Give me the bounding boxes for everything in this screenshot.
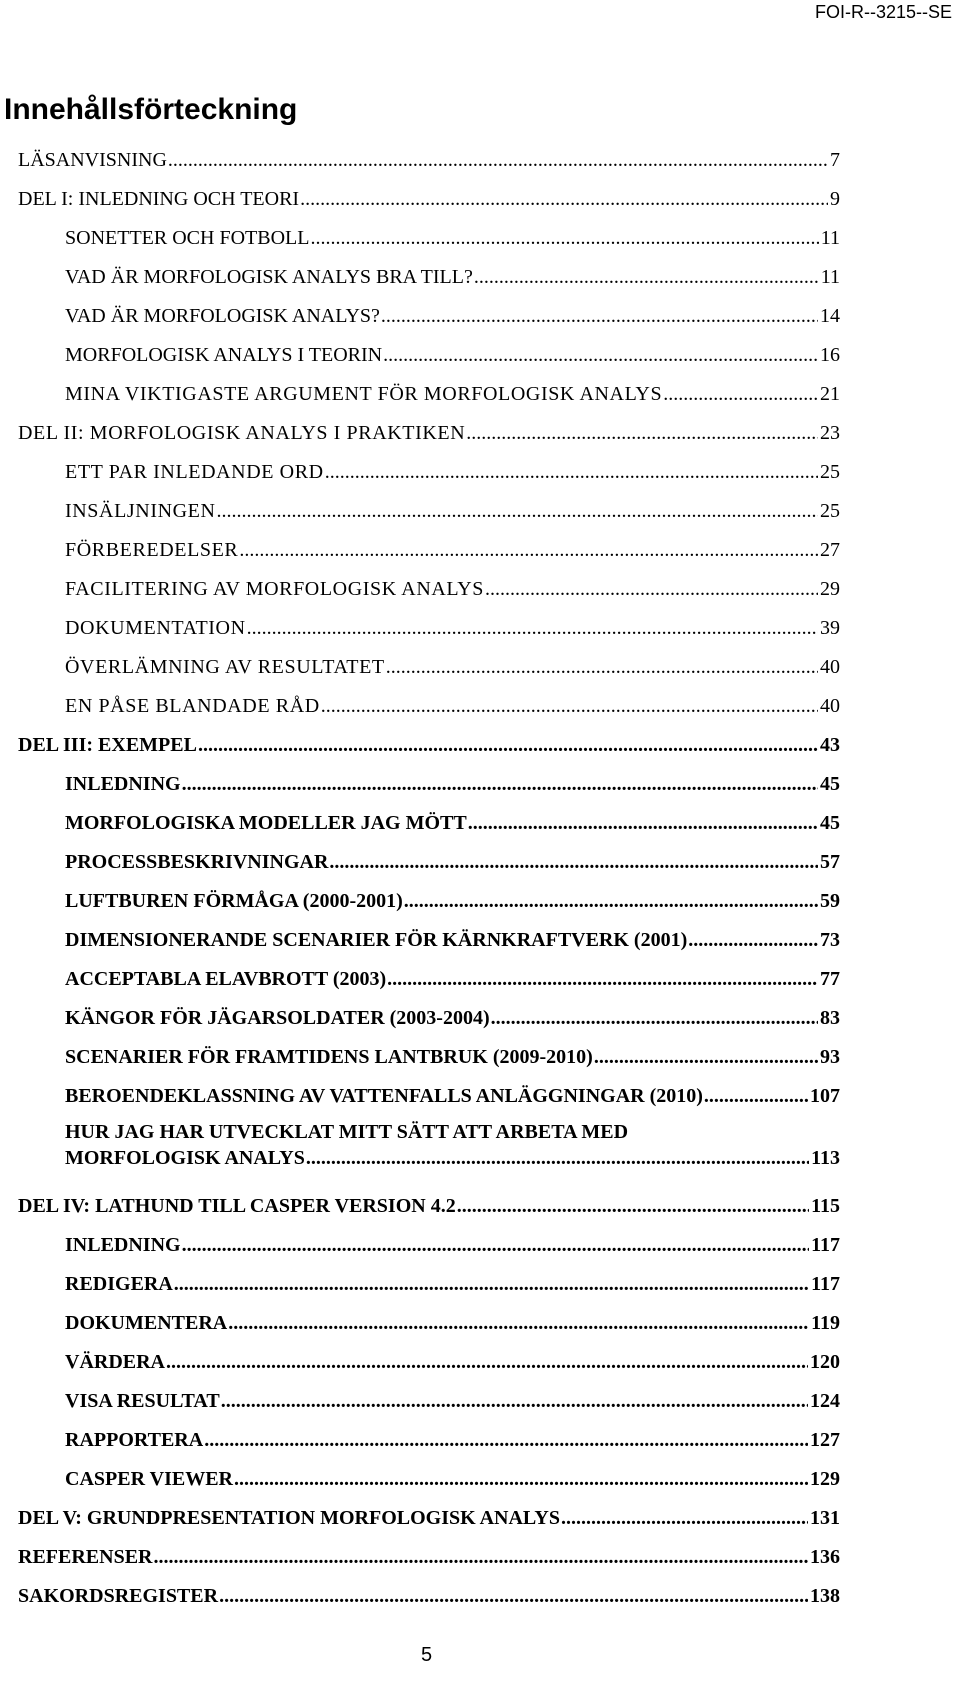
toc-entry-page: 40 (820, 656, 840, 678)
toc-entry-blandade-rad[interactable] (65, 694, 840, 718)
dot-leader (485, 577, 818, 601)
toc-entry-title: DEL II: MORFOLOGISK ANALYS I PRAKTIKEN (18, 422, 466, 444)
dot-leader (219, 1584, 808, 1608)
toc-entry-page: 83 (820, 1007, 840, 1029)
toc-entry-page: 7 (830, 149, 840, 171)
toc-entry-title: MORFOLOGISKA MODELLER JAG MÖTT (65, 812, 467, 834)
toc-entry-title: ETT PAR INLEDANDE ORD (65, 461, 324, 483)
toc-entry-sonetter-och-fotboll[interactable] (65, 226, 840, 250)
toc-entry-title: LÄSANVISNING (18, 149, 167, 171)
dot-leader (704, 1084, 808, 1108)
toc-entry-title-line1: HUR JAG HAR UTVECKLAT MITT SÄTT ATT ARBETA MED (65, 1121, 629, 1143)
toc-entry-page: 131 (810, 1507, 840, 1529)
toc-entry-title: VAD ÄR MORFOLOGISK ANALYS? (65, 305, 380, 327)
toc-entry-title: KÄNGOR FÖR JÄGARSOLDATER (2003-2004) (65, 1007, 490, 1029)
dot-leader (325, 460, 818, 484)
dot-leader (663, 382, 818, 406)
toc-entry-inledande-ord[interactable] (65, 460, 840, 484)
toc-entry-vad-ar-ma[interactable] (65, 304, 840, 328)
toc-entry-title: REDIGERA (65, 1273, 173, 1295)
toc-entry-del-3[interactable] (18, 733, 840, 757)
toc-entry-page: 11 (820, 266, 840, 288)
toc-entry-sakordsregister[interactable] (18, 1584, 840, 1608)
toc-entry-page: 25 (820, 461, 840, 483)
dot-leader (474, 265, 819, 289)
toc-entry-title: DEL I: INLEDNING OCH TEORI (18, 188, 300, 210)
toc-entry-referenser[interactable] (18, 1545, 840, 1569)
toc-entry-page: 39 (820, 617, 840, 639)
toc-entry-page: 11 (820, 227, 840, 249)
toc-entry-vad-ar-ma-bra-till[interactable] (65, 265, 840, 289)
dot-leader (153, 1545, 808, 1569)
toc-entry-title: RAPPORTERA (65, 1429, 204, 1451)
toc-entry-page: 115 (811, 1195, 840, 1217)
toc-entry-page: 77 (820, 968, 840, 990)
toc-entry-title: EN PÅSE BLANDADE RÅD (65, 695, 320, 717)
dot-leader (300, 187, 828, 211)
dot-leader (166, 1350, 808, 1374)
toc-entry-lantbruk[interactable] (65, 1045, 840, 1069)
toc-entry-dokumentera[interactable] (65, 1311, 840, 1335)
toc-entry-facilitering[interactable] (65, 577, 840, 601)
toc-entry-page: 136 (810, 1546, 840, 1568)
toc-entry-redigera[interactable] (65, 1272, 840, 1296)
dot-leader (491, 1006, 818, 1030)
toc-entry-page: 9 (830, 188, 840, 210)
toc-entry-viktigaste-argument[interactable] (65, 382, 840, 406)
toc-entry-page: 120 (810, 1351, 840, 1373)
toc-entry-page: 138 (810, 1585, 840, 1607)
toc-entry-page: 57 (820, 851, 840, 873)
toc-entry-title: FÖRBEREDELSER (65, 539, 239, 561)
toc-entry-page: 107 (810, 1085, 840, 1107)
toc-entry-del-1[interactable] (18, 187, 840, 211)
toc-entry-page: 14 (820, 305, 840, 327)
toc-entry-title: PROCESSBESKRIVNINGAR (65, 851, 329, 873)
toc-entry-page: 16 (820, 344, 840, 366)
toc-entry-title: INLEDNING (65, 773, 181, 795)
toc-entry-page: 40 (820, 695, 840, 717)
toc-entry-title: DOKUMENTERA (65, 1312, 228, 1334)
toc-entry-ma-i-teorin[interactable] (65, 343, 840, 367)
toc-entry-title: SCENARIER FÖR FRAMTIDENS LANTBRUK (2009-2010) (65, 1046, 593, 1068)
toc-entry-title: LUFTBUREN FÖRMÅGA (2000-2001) (65, 890, 403, 912)
toc-entry-page: 21 (820, 383, 840, 405)
toc-entry-page: 113 (811, 1147, 840, 1169)
toc-entry-title: FACILITERING AV MORFOLOGISK ANALYS (65, 578, 484, 600)
toc-entry-vattenfall[interactable] (65, 1084, 840, 1108)
dot-leader (182, 1233, 810, 1257)
toc-entry-page: 27 (820, 539, 840, 561)
toc-entry-rapportera[interactable] (65, 1428, 840, 1452)
toc-entry-forberedelser[interactable] (65, 538, 840, 562)
dot-leader (594, 1045, 818, 1069)
toc-entry-page: 43 (820, 734, 840, 756)
toc-entry-page: 127 (810, 1429, 840, 1451)
toc-entry-page: 124 (810, 1390, 840, 1412)
dot-leader (386, 655, 818, 679)
toc-entry-del-4[interactable] (18, 1194, 840, 1218)
dot-leader (306, 1146, 809, 1170)
dot-leader (234, 1467, 808, 1491)
dot-leader (457, 1194, 809, 1218)
toc-entry-del-5[interactable] (18, 1506, 840, 1530)
toc-heading: Innehållsförteckning (4, 93, 298, 126)
dot-leader (404, 889, 818, 913)
toc-entry-title: VISA RESULTAT (65, 1390, 220, 1412)
toc-entry-page: 45 (820, 773, 840, 795)
dot-leader (204, 1428, 808, 1452)
toc-entry-modeller-jag-mott[interactable] (65, 811, 840, 835)
toc-entry-overlamning[interactable] (65, 655, 840, 679)
toc-entry-page: 59 (820, 890, 840, 912)
toc-entry-page: 93 (820, 1046, 840, 1068)
dot-leader (310, 226, 818, 250)
dot-leader (239, 538, 818, 562)
toc-entry-title: VAD ÄR MORFOLOGISK ANALYS BRA TILL? (65, 266, 473, 288)
toc-entry-line2 (65, 1146, 840, 1170)
toc-entry-kangor[interactable] (65, 1006, 840, 1030)
toc-entry-luftburen-formaga[interactable] (65, 889, 840, 913)
toc-entry-inledning-casper[interactable] (65, 1233, 840, 1257)
toc-entry-title: ÖVERLÄMNING AV RESULTATET (65, 656, 385, 678)
dot-leader (466, 421, 818, 445)
toc-entry-inledning[interactable] (65, 772, 840, 796)
toc-entry-title: CASPER VIEWER (65, 1468, 233, 1490)
toc-entry-casper-viewer[interactable] (65, 1467, 840, 1491)
toc-entry-title: SAKORDSREGISTER (18, 1585, 219, 1607)
dot-leader (247, 616, 818, 640)
toc-entry-page: 129 (810, 1468, 840, 1490)
toc-entry-visa-resultat[interactable] (65, 1389, 840, 1413)
toc-entry-utvecklat-satt[interactable] (65, 1120, 840, 1170)
toc-entry-elavbrott[interactable] (65, 967, 840, 991)
dot-leader (228, 1311, 809, 1335)
toc-entry-vardera[interactable] (65, 1350, 840, 1374)
dot-leader (182, 772, 818, 796)
dot-leader (329, 850, 818, 874)
dot-leader (221, 1389, 808, 1413)
toc-entry-page: 117 (811, 1273, 840, 1295)
toc-entry-lasanvisning[interactable] (18, 148, 840, 172)
dot-leader (561, 1506, 808, 1530)
toc-entry-title: SONETTER OCH FOTBOLL (65, 227, 310, 249)
toc-entry-title: BEROENDEKLASSNING AV VATTENFALLS ANLÄGGNINGAR (2010) (65, 1085, 703, 1107)
toc-entry-title: MORFOLOGISK ANALYS I TEORIN (65, 344, 383, 366)
toc-entry-page: 73 (820, 929, 840, 951)
toc-entry-title: DEL IV: LATHUND TILL CASPER VERSION 4.2 (18, 1195, 456, 1217)
toc-entry-title: INSÄLJNINGEN (65, 500, 216, 522)
toc-entry-page: 25 (820, 500, 840, 522)
toc-entry-title: DOKUMENTATION (65, 617, 246, 639)
toc-entry-dokumentation[interactable] (65, 616, 840, 640)
toc-entry-page: 117 (811, 1234, 840, 1256)
page-number: 5 (421, 1644, 433, 1666)
toc-entry-page: 119 (811, 1312, 840, 1334)
toc-entry-title: VÄRDERA (65, 1351, 165, 1373)
toc-entry-title: REFERENSER (18, 1546, 153, 1568)
toc-entry-page: 45 (820, 812, 840, 834)
dot-leader (383, 343, 818, 367)
toc-entry-page: 29 (820, 578, 840, 600)
toc-entry-title-line2: MORFOLOGISK ANALYS (65, 1147, 305, 1169)
dot-leader (174, 1272, 809, 1296)
toc-entry-processbeskrivningar[interactable] (65, 850, 840, 874)
toc-entry-karnkraftverk[interactable] (65, 928, 840, 952)
toc-entry-title: MINA VIKTIGASTE ARGUMENT FÖR MORFOLOGISK ANALYS (65, 383, 663, 405)
toc-entry-title: DEL V: GRUNDPRESENTATION MORFOLOGISK ANALYS (18, 1507, 560, 1529)
toc-entry-title: ACCEPTABLA ELAVBROTT (2003) (65, 968, 387, 990)
toc-entry-page: 23 (820, 422, 840, 444)
dot-leader (198, 733, 818, 757)
toc-entry-title: DIMENSIONERANDE SCENARIER FÖR KÄRNKRAFTVERK (2001) (65, 929, 688, 951)
dot-leader (168, 148, 828, 172)
toc-entry-title: DEL III: EXEMPEL (18, 734, 197, 756)
dot-leader (688, 928, 818, 952)
dot-leader (321, 694, 818, 718)
toc-entry-del-2[interactable] (18, 421, 840, 445)
dot-leader (381, 304, 818, 328)
dot-leader (468, 811, 818, 835)
document-code: FOI-R--3215--SE (814, 2, 952, 22)
dot-leader (217, 499, 818, 523)
toc-entry-insaljningen[interactable] (65, 499, 840, 523)
toc-entry-title: INLEDNING (65, 1234, 181, 1256)
dot-leader (387, 967, 818, 991)
